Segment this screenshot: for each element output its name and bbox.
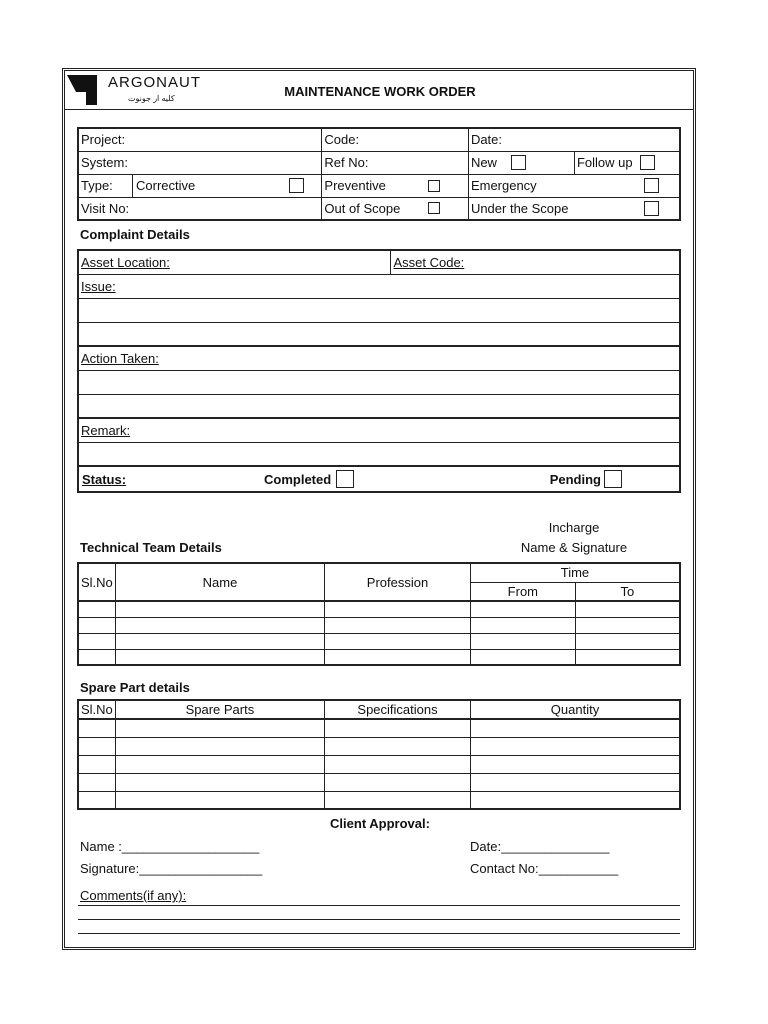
comments-line-2[interactable] bbox=[78, 919, 680, 920]
project-field[interactable]: Project: bbox=[78, 128, 322, 151]
system-field[interactable]: System: bbox=[78, 151, 322, 174]
ref-no-field[interactable]: Ref No: bbox=[322, 151, 469, 174]
preventive-checkbox[interactable] bbox=[428, 180, 440, 192]
tech-col-from: From bbox=[470, 582, 575, 601]
completed-checkbox[interactable] bbox=[336, 470, 354, 488]
table-row bbox=[78, 617, 680, 633]
pending-checkbox[interactable] bbox=[604, 470, 622, 488]
complaint-table bbox=[77, 249, 681, 493]
table-row bbox=[78, 719, 680, 737]
table-row bbox=[78, 633, 680, 649]
action-line-1[interactable] bbox=[78, 370, 680, 394]
new-followup-cell bbox=[468, 151, 680, 174]
brand-name: ARGONAUT bbox=[108, 74, 202, 91]
technical-table bbox=[77, 562, 681, 666]
technical-heading: Technical Team Details bbox=[80, 540, 222, 555]
type-cell bbox=[78, 174, 322, 197]
asset-location-field[interactable]: Asset Location: bbox=[78, 250, 391, 274]
spare-table bbox=[77, 699, 681, 810]
document-title: MAINTENANCE WORK ORDER bbox=[284, 84, 476, 99]
code-field[interactable]: Code: bbox=[322, 128, 469, 151]
tech-col-to: To bbox=[575, 582, 680, 601]
spare-col-parts: Spare Parts bbox=[115, 700, 324, 719]
comments-line-1[interactable] bbox=[78, 905, 680, 906]
status-label: Status: bbox=[82, 471, 127, 487]
table-row bbox=[78, 649, 680, 665]
table-row bbox=[78, 601, 680, 617]
status-row bbox=[78, 466, 680, 492]
issue-line-2[interactable] bbox=[78, 322, 680, 346]
incharge-line1: Incharge bbox=[548, 520, 600, 535]
new-label: New bbox=[470, 155, 497, 170]
follow-up-label: Follow up bbox=[576, 155, 633, 170]
action-line-2[interactable] bbox=[78, 394, 680, 418]
tech-col-slno: Sl.No bbox=[78, 563, 115, 601]
asset-code-field[interactable]: Asset Code: bbox=[391, 250, 680, 274]
spare-col-qty: Quantity bbox=[471, 700, 680, 719]
brand-arabic: كليه ار جونوت bbox=[128, 94, 175, 103]
table-row bbox=[78, 791, 680, 809]
spare-col-specs: Specifications bbox=[325, 700, 471, 719]
corrective-label: Corrective bbox=[136, 178, 196, 193]
approval-name-field[interactable]: Name :___________________ bbox=[80, 839, 260, 854]
comments-label: Comments(if any): bbox=[80, 888, 187, 903]
approval-date-field[interactable]: Date:_______________ bbox=[470, 839, 610, 854]
date-field[interactable]: Date: bbox=[468, 128, 680, 151]
tech-col-profession: Profession bbox=[325, 563, 471, 601]
comments-line-3[interactable] bbox=[78, 933, 680, 934]
spare-heading: Spare Part details bbox=[80, 680, 190, 695]
completed-label: Completed bbox=[264, 471, 332, 487]
emergency-label: Emergency bbox=[470, 178, 537, 193]
tech-col-name: Name bbox=[115, 563, 324, 601]
emergency-checkbox[interactable] bbox=[644, 178, 659, 193]
table-row bbox=[78, 773, 680, 791]
client-approval-heading: Client Approval: bbox=[330, 816, 430, 831]
preventive-label: Preventive bbox=[324, 178, 386, 193]
new-checkbox[interactable] bbox=[511, 155, 526, 170]
under-scope-checkbox[interactable] bbox=[644, 201, 659, 216]
under-scope-label: Under the Scope bbox=[470, 200, 569, 216]
table-row bbox=[78, 737, 680, 755]
table-row bbox=[78, 755, 680, 773]
out-of-scope-label: Out of Scope bbox=[324, 200, 401, 216]
issue-line-1[interactable] bbox=[78, 298, 680, 322]
action-taken-label: Action Taken: bbox=[78, 346, 680, 370]
approval-signature-field[interactable]: Signature:_________________ bbox=[80, 861, 263, 876]
tech-col-time: Time bbox=[470, 563, 680, 582]
incharge-line2: Name & Signature bbox=[520, 540, 628, 555]
remark-label: Remark: bbox=[78, 418, 680, 442]
type-label: Type: bbox=[79, 175, 133, 197]
remark-line[interactable] bbox=[78, 442, 680, 466]
info-table bbox=[77, 127, 681, 221]
complaint-heading: Complaint Details bbox=[80, 227, 190, 242]
spare-col-slno: Sl.No bbox=[78, 700, 115, 719]
pending-label: Pending bbox=[549, 471, 601, 487]
issue-label: Issue: bbox=[78, 274, 680, 298]
follow-up-checkbox[interactable] bbox=[640, 155, 655, 170]
corrective-checkbox[interactable] bbox=[289, 178, 304, 193]
out-of-scope-checkbox[interactable] bbox=[428, 202, 440, 214]
visit-no-field[interactable]: Visit No: bbox=[78, 197, 322, 220]
approval-contact-field[interactable]: Contact No:___________ bbox=[470, 861, 619, 876]
